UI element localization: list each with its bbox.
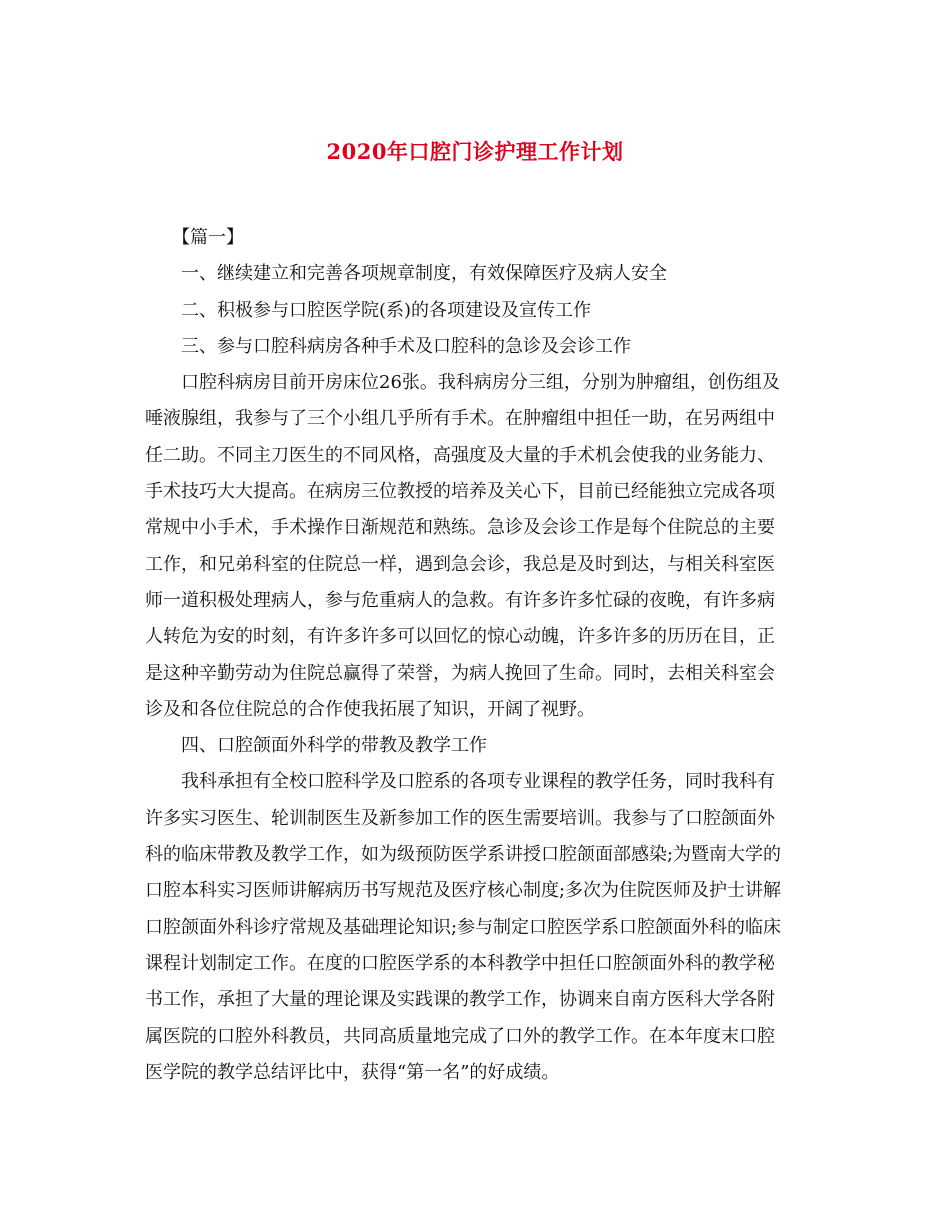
paragraph-teaching [145,764,813,1091]
paragraph-line: 口腔本科实习医师讲解病历书写规范及医疗核心制度;多次为住院医师及护士讲解 [145,880,782,902]
paragraph-line: 课程计划制定工作。在度的口腔医学系的本科教学中担任口腔颌面外科的教学秘 [145,952,775,974]
paragraph-line: 科的临床带教及教学工作，如为级预防医学系讲授口腔颌面部感染;为暨南大学的 [145,844,782,866]
paragraph-line: 人转危为安的时刻，有许多许多可以回忆的惊心动魄，许多许多的历历在目，正 [145,626,775,648]
paragraph-line: 书工作，承担了大量的理论课及实践课的教学工作，协调来自南方医科大学各附 [145,989,775,1011]
paragraph-line: 师一道积极处理病人，参与危重病人的急救。有许多许多忙碌的夜晚，有许多病 [145,589,775,611]
paragraph-line: 唾液腺组，我参与了三个小组几乎所有手术。在肿瘤组中担任一助，在另两组中 [145,408,775,430]
paragraph-surgery [145,365,813,728]
paragraph-line: 口腔科病房目前开房床位26张。我科病房分三组，分别为肿瘤组，创伤组及 [181,372,780,394]
paragraph-line: 许多实习医生、轮训制医生及新参加工作的医生需要培训。我参与了口腔颌面外 [145,807,775,829]
paragraph-line: 工作，和兄弟科室的住院总一样，遇到急会诊，我总是及时到达，与相关科室医 [145,553,775,575]
paragraph-line: 口腔颌面外科诊疗常规及基础理论知识;参与制定口腔医学系口腔颌面外科的临床 [145,916,782,938]
paragraph-line: 诊及和各位住院总的合作使我拓展了知识，开阔了视野。 [145,698,595,720]
list-item: 二、积极参与口腔医学院(系)的各项建设及宣传工作 [181,299,592,321]
paragraph-line: 属医院的口腔外科教员，共同高质量地完成了口外的教学工作。在本年度末口腔 [145,1025,775,1047]
paragraph-line: 常规中小手术，手术操作日渐规范和熟练。急诊及会诊工作是每个住院总的主要 [145,517,775,539]
paragraph-line: 是这种辛勤劳动为住院总赢得了荣誉，为病人挽回了生命。同时，去相关科室会 [145,662,775,684]
document-body [145,220,813,1091]
list-item: 四、口腔颌面外科学的带教及教学工作 [181,735,487,757]
document-title: 2020年口腔门诊护理工作计划 [326,139,624,164]
list-item: 一、继续建立和完善各项规章制度，有效保障医疗及病人安全 [181,263,667,285]
paragraph-line: 我科承担有全校口腔科学及口腔系的各项专业课程的教学任务，同时我科有 [181,771,775,793]
section-label: 【篇一】 [172,227,244,248]
paragraph-line: 任二助。不同主刀医生的不同风格，高强度及大量的手术机会使我的业务能力、 [145,444,775,466]
paragraph-line: 医学院的教学总结评比中，获得“第一名”的好成绩。 [145,1061,560,1083]
list-item: 三、参与口腔科病房各种手术及口腔科的急诊及会诊工作 [181,335,631,357]
paragraph-line: 手术技巧大大提高。在病房三位教授的培养及关心下，目前已经能独立完成各项 [145,481,775,503]
